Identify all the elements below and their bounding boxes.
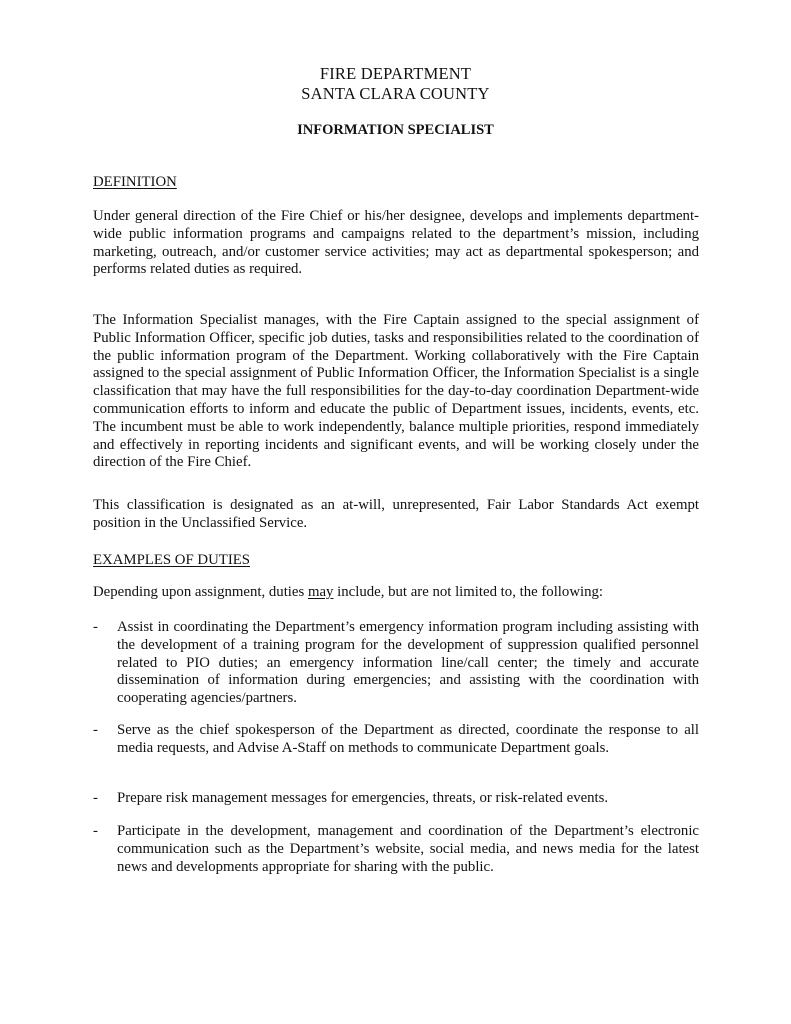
duties-intro-emphasis: may xyxy=(307,584,334,600)
job-title: INFORMATION SPECIALIST xyxy=(297,122,494,138)
bullet-dash: - xyxy=(93,823,98,839)
county-name: SANTA CLARA COUNTY xyxy=(301,84,490,103)
bullet-dash: - xyxy=(93,722,98,738)
definition-heading: DEFINITION xyxy=(93,174,177,190)
duty-text: Serve as the chief spokesperson of the Department as directed, coordinate the response to all media requests, and Advise A-Staff on methods to communicate Department goals. xyxy=(117,722,699,756)
duty-item xyxy=(93,722,699,758)
duty-text: Assist in coordinating the Department’s emergency information program including assisting with the development of a training program for the development of suppression qualified personnel related to PIO duties; an emergency information line/call center; the timely and accurate dissemination of information during emergencies; and assisting with the coordination with cooperating agencies/partners. xyxy=(117,619,699,707)
definition-paragraph-1: Under general direction of the Fire Chief or his/her designee, develops and implements department-wide public information programs and campaigns related to the department’s mission, including marketing, outreach, and/or customer service activities; may act as departmental spokesperson; and performs related duties as required. xyxy=(93,208,699,278)
duties-heading: EXAMPLES OF DUTIES xyxy=(93,552,251,568)
department-name: FIRE DEPARTMENT xyxy=(319,64,472,83)
definition-paragraph-2: The Information Specialist manages, with the Fire Captain assigned to the special assignment of Public Information Officer, specific job duties, tasks and responsibilities related to the coordination of the public information program of the Department. Working collaboratively with the Fire Captain assigned to the special assignment of Public Information Officer, the Information Specialist is a single classification that may have the full responsibilities for the day-to-day coordination Department-wide communication efforts to inform and educate the public of Department issues, incidents, events, etc. The incumbent must be able to work independently, balance multiple priorities, respond immediately and effectively in reporting incidents and significant events, and will be working closely under the direction of the Fire Chief. xyxy=(93,312,699,471)
duties-intro-end: include, but are not limited to, the following: xyxy=(333,584,604,600)
duties-intro-start: Depending upon assignment, duties xyxy=(93,584,308,600)
duty-item xyxy=(93,790,699,808)
duty-text: Participate in the development, management and coordination of the Department’s electronic communication such as the Department’s website, social media, and news media for the latest news and developments appropriate for sharing with the public. xyxy=(117,823,699,875)
duty-text: Prepare risk management messages for emergencies, threats, or risk-related events. xyxy=(117,790,609,806)
definition-paragraph-3: This classification is designated as an at-will, unrepresented, Fair Labor Standards Act exempt position in the Unclassified Service. xyxy=(93,497,699,531)
duty-item xyxy=(93,823,699,876)
duties-intro xyxy=(93,584,699,602)
bullet-dash: - xyxy=(93,790,98,806)
bullet-dash: - xyxy=(93,619,98,635)
duty-item xyxy=(93,619,699,708)
